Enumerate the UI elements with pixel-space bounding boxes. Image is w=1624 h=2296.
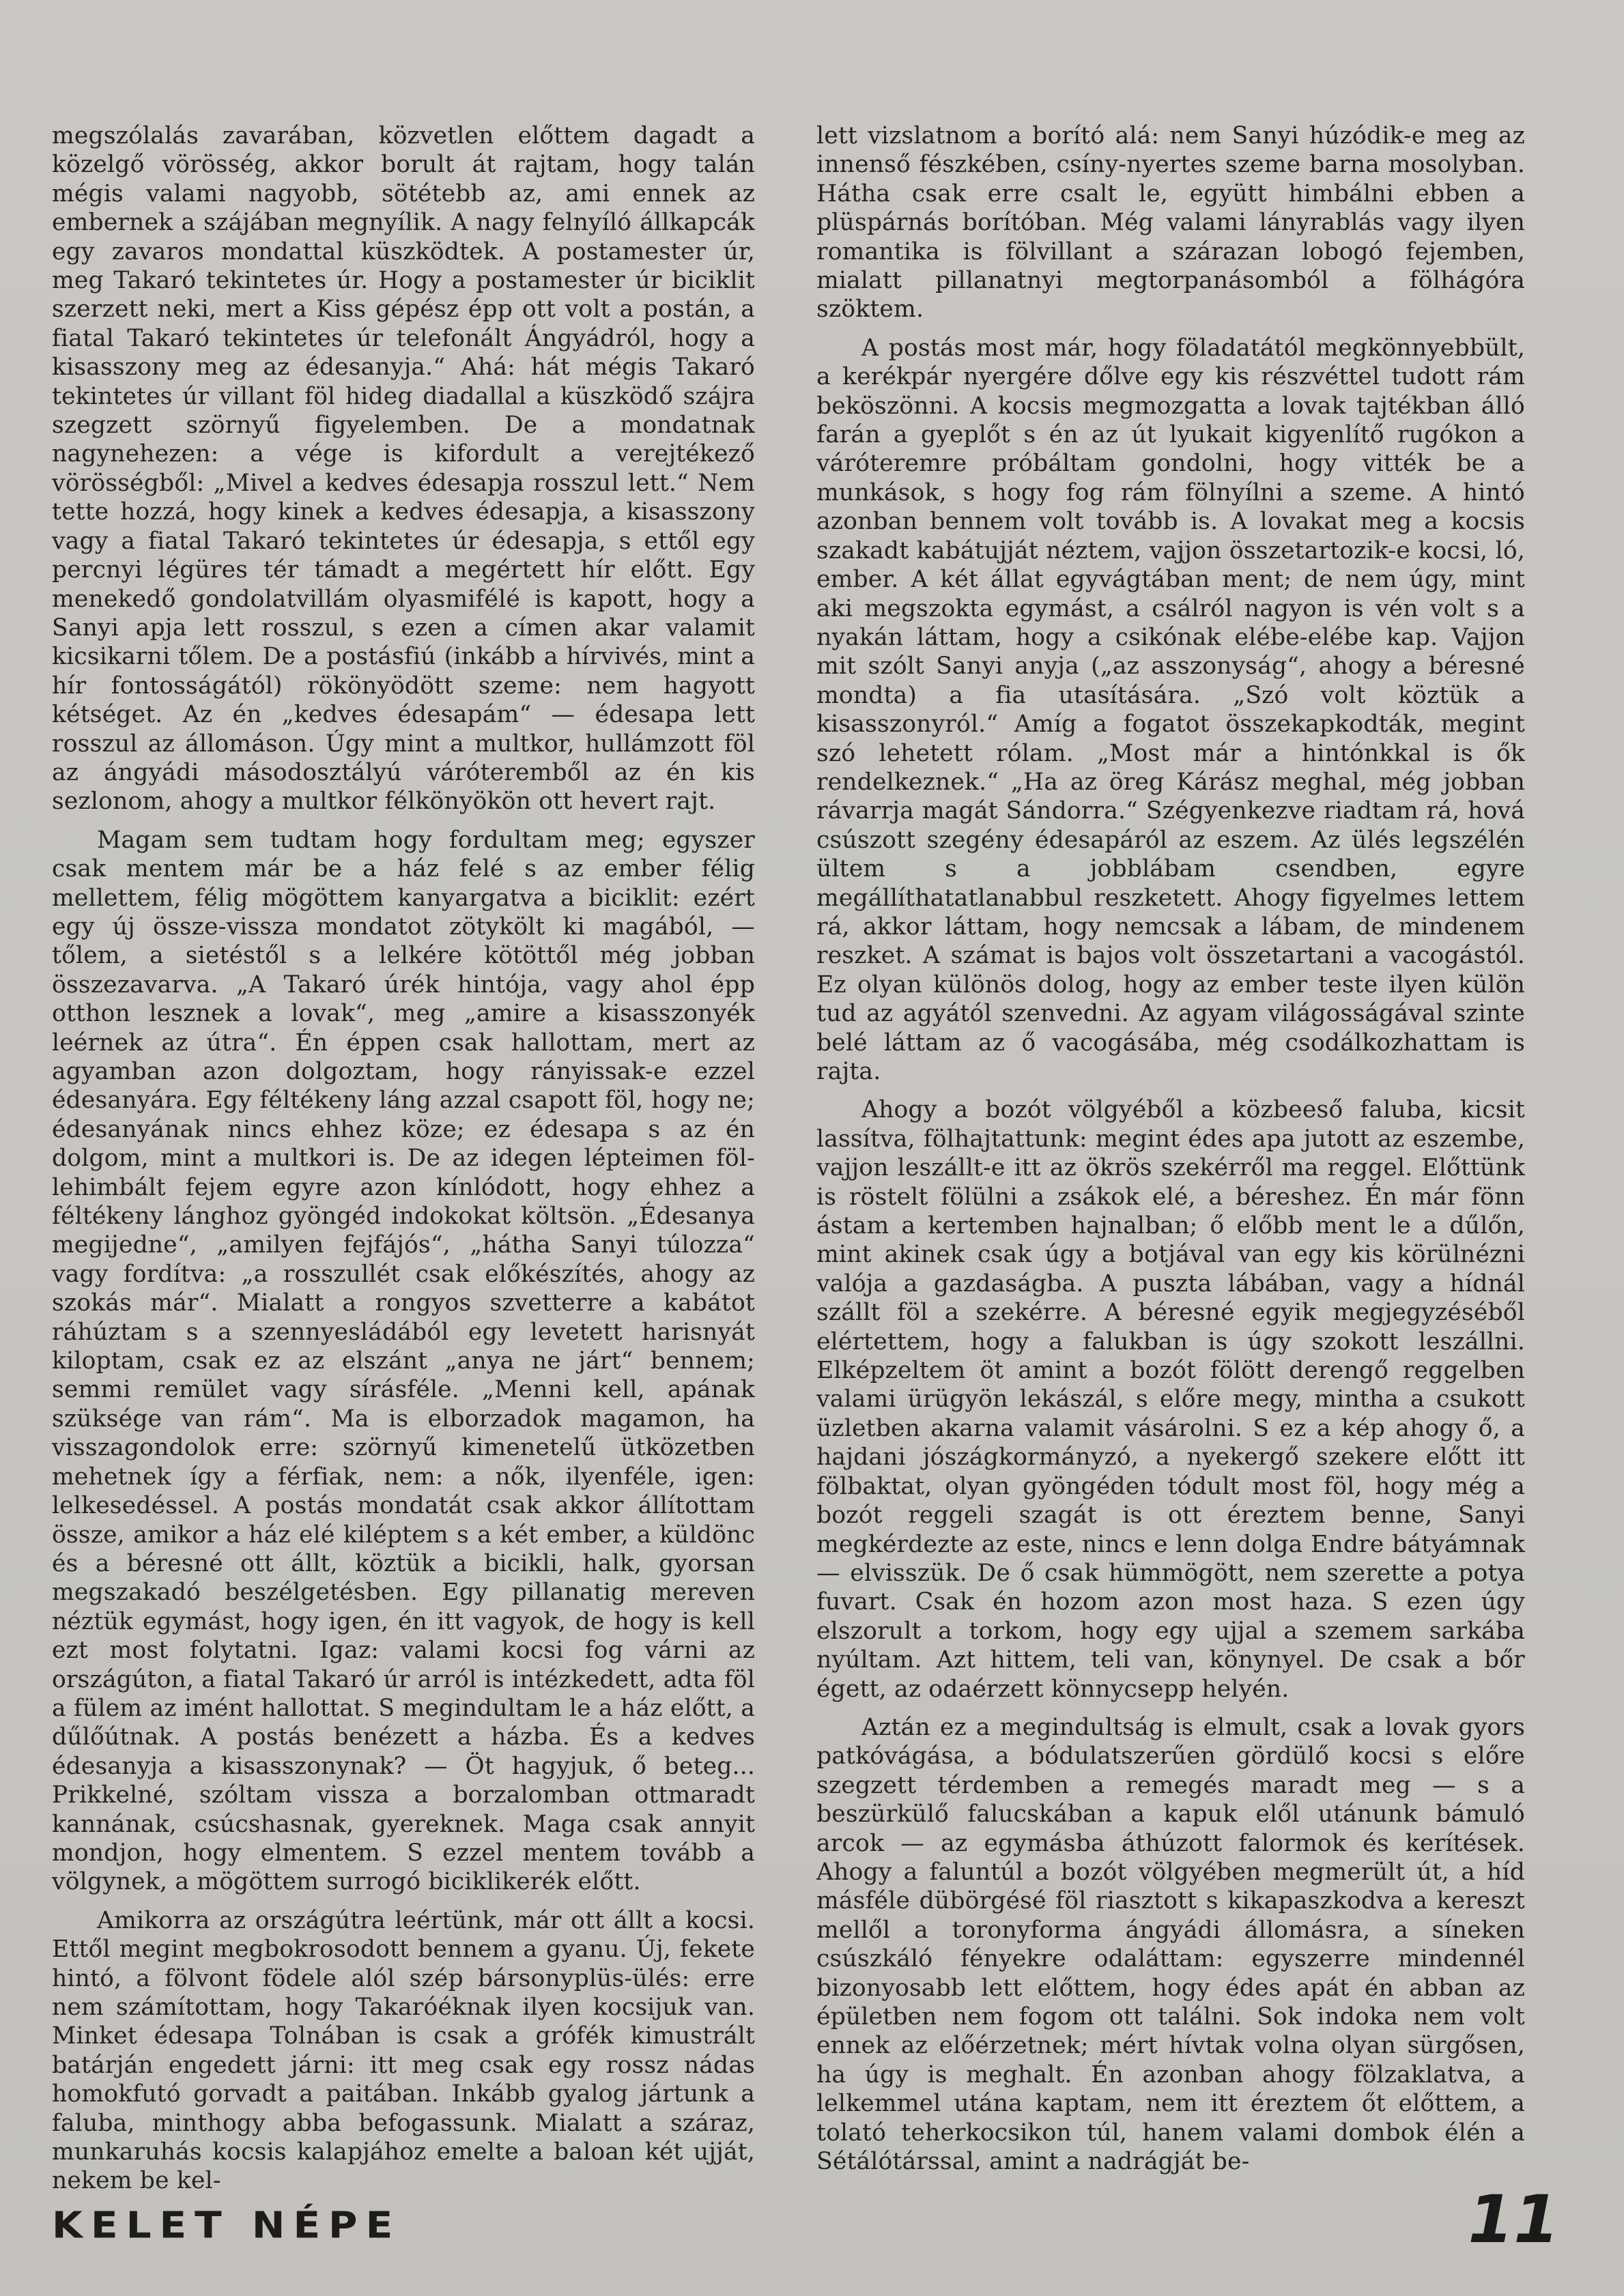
paragraph: Ahogy a bozót völgyéből a közbeeső faluba, kicsit lassítva, fölhajtattunk: megint édes apa jutott az eszembe, vajjon leszállt-e itt az ökrös szekérről ma reggel. Előttünk is röstelt fölülni a zsákok elé, a béreshez. Én már fönn ástam a kertemben hajnalban; ő előbb ment le a dűlőn, mint akinek csak úgy a botjával van egy kis körülnézni valója a gazdaságba. A puszta lábában, vagy a hídnál szállt föl a szekérre. A béresné egyik megjegyzéséből elértettem, hogy a falukban is úgy szokott leszállni. Elképzeltem öt amint a bozót fölött derengő reggelben valami ürügyön lekászál, s előre megy, mintha a csukott üzletben akarna valamit vásárolni. S ez a kép ahogy ő, a hajdani jószágkormányzó, a nyekergő szekere előtt itt fölbaktat, olyan gyöngéden tódult most föl, hogy még a bozót reggeli szagát is ott éreztem benne, Sanyi megkérdezte az este, nincs e lenn dolga Endre bátyámnak — elvisszük. De ő csak hümmögött, nem szerette a potya fuvart. Csak én hozom azon most haza. S ezen úgy elszorult a torkom, hogy egy ujjal a szemem sarkába nyúltam. Azt hittem, teli van, könynyel. De csak a bőr égett, az odaérzett könnycsepp helyén. [816,1096,1525,1703]
paragraph: lett vizslatnom a borító alá: nem Sanyi húzódik-e meg az innenső fészkében, csíny-nyertes szeme barna mosolyban. Hátha csak erre csalt le, együtt himbálni ebben a plüspárnás borítóban. Még valami lányrablás vagy ilyen romantika is fölvillant a szárazan lobogó fejemben, mialatt pillanatnyi megtorpanásomból a fölhágóra szöktem. [816,122,1525,324]
paragraph: Amikorra az országútra leértünk, már ott állt a kocsi. Ettől megint megbokrosodott bennem a gyanu. Új, fekete hintó, a fölvont födele alól szép bársonyplüs-ülés: erre nem számítottam, hogy Takaróéknak ilyen kocsijuk van. Minket édesapa Tolnában is csak a grófék kimustrált batárján engedett járni: itt meg csak egy rossz nádas homokfutó gorvadt a paitában. Inkább gyalog jártunk a faluba, minthogy abba befogassunk. Mialatt a száraz, munkaruhás kocsis kalapjához emelte a baloan két ujját, nekem be kel- [52,1906,755,2195]
paragraph: Magam sem tudtam hogy fordultam meg; egyszer csak mentem már be a ház felé s az ember félig mellettem, félig mögöttem kanyargatva a biciklit: ezért egy új össze-vissza mondatot zötykölt ki magából, — tőlem, a sietéstől s a lelkére kötöttől még jobban összezavarva. „A Takaró úrék hintója, vagy ahol épp otthon lesznek a lovak“, meg „amire a kisasszonyék leérnek az útra“. Én éppen csak hallottam, mert az agyamban azon dolgoztam, hogy rányissak-e ezzel édesanyára. Egy féltékeny láng azzal csapott föl, hogy ne; édesanyának nincs ehhez köze; ez édesapa s az én dolgom, mint a multkori is. De az idegen lépteimen föl-lehimbált fejem egyre azon kínlódott, hogy ehhez a féltékeny lánghoz gyöngéd indokokat költsön. „Édesanya megijedne“, „amilyen fejfájós“, „hátha Sanyi túlozza“ vagy fordítva: „a rosszullét csak előkészítés, ahogy az szokás már“. Mialatt a rongyos szvetterre a kabátot ráhúztam s a szennyesládából egy levetett harisnyát kiloptam, csak ez az elszánt „anya ne járt“ bennem; semmi remület vagy sírásféle. „Menni kell, apának szüksége van rám“. Ma is elborzadok magamon, ha visszagondolok erre: szörnyű kimenetelű ütközetben mehetnek így a férfiak, nem: a nők, ilyenféle, igen: lelkesedéssel. A postás mondatát csak akkor állítottam össze, amikor a ház elé kiléptem s a két ember, a küldönc és a béresné ott állt, köztük a bicikli, halk, gyorsan megszakadó beszélgetésben. Egy pillanatig mereven néztük egymást, hogy igen, én itt vagyok, de hogy is kell ezt most folytatni. Igaz: valami kocsi fog várni az országúton, a fiatal Takaró úr arról is intézkedett, adta föl a fülem az imént hallottat. S megindultam le a ház előtt, a dűlőútnak. A postás benézett a házba. És a kedves édesanyja a kisasszonynak? — Öt hagyjuk, ő beteg... Prikkelné, szóltam vissza a borzalomban ottmaradt kannának, csúcshasnak, gyereknek. Maga csak annyit mondjon, hogy elmentem. S ezzel mentem tovább a völgynek, a mögöttem surrogó biciklikerék előtt. [52,826,755,1896]
left-text-column [52,121,755,2196]
paragraph: megszólalás zavarában, közvetlen előttem dagadt a közelgő vörösség, akkor borult át rajtam, hogy talán mégis valami nagyobb, sötétebb az, ami ennek az embernek a szájában megnyílik. A nagy felnyíló állkapcák egy zavaros mondattal küszködtek. A postamester úr, meg Takaró tekintetes úr. Hogy a postamester úr biciklit szerzett neki, mert a Kiss gépész épp ott volt a postán, a fiatal Takaró tekintetes úr telefonált Ángyádról, hogy a kisasszony meg az édesanyja.“ Ahá: hát mégis Takaró tekintetes úr villant föl hideg diadallal a küszködő szájra szegzett szörnyű figyelemben. De a mondatnak nagynehezen: a vége is kifordult a verejtékező vörösségből: „Mivel a kedves édesapja rosszul lett.“ Nem tette hozzá, hogy kinek a kedves édesapja, a kisasszony vagy a fiatal Takaró tekintetes úr édesapja, s ettől egy percnyi légüres tér támadt a megértett hír előtt. Egy menekedő gondolatvillám olyasmifélé is kapott, hogy a Sanyi apja lett rosszul, s ezen a címen akar valamit kicsikarni tőlem. De a postásfiú (inkább a hírvivés, mint a hír fontosságától) rökönyödött szeme: nem hagyott kétséget. Az én „kedves édesapám“ — édesapa lett rosszul az állomáson. Úgy mint a multkor, hullámzott föl az ángyádi másodosztályú váróteremből az én kis sezlonom, ahogy a multkor félkönyökön ott hevert rajt. [52,122,755,816]
right-text-column [816,121,1525,2176]
page-number: 11 [1468,2181,1559,2258]
paragraph: Aztán ez a megindultság is elmult, csak a lovak gyors patkóvágása, a bódulatszerűen gördülő kocsi s előre szegzett térdemben a remegés maradt meg — s a beszürkülő falucskában a kapuk elől utánunk bámuló arcok — az egymásba áthúzott falormok és kerítések. Ahogy a faluntúl a bozót völgyében megmerült út, a híd másféle dübörgésé föl riasztott s kikapaszkodva a kereszt mellől a toronyforma ángyádi állomásra, a síneken csúszkáló fényekre odaláttam: egyszerre mindennél bizonyosabb lett előttem, hogy édes apát én abban az épületben nem fogom ott találni. Sok indoka nem volt ennek az előérzetnek; mért hívtak volna olyan sürgősen, ha úgy is meghalt. Én azonban ahogy fölzaklatva, a lelkemmel utána kaptam, nem itt éreztem őt előttem, a tolató teherkocsikon túl, hanem valami dombok élén a Sétálótárssal, amint a nadrágját be- [816,1713,1525,2176]
paragraph: A postás most már, hogy föladatától megkönnyebbült, a kerékpár nyergére dőlve egy kis részvéttel tudott rám beköszönni. A kocsis megmozgatta a lovak tajtékban álló farán a gyeplőt s én az út lyukait kigyenlítő rugókon a váróteremre próbáltam gondolni, hogy vitték be a munkások, s hogy fog rám fölnyílni a szeme. A hintó azonban bennem volt tovább is. A lovakat meg a kocsis szakadt kabátujját néztem, vajjon összetartozik-e kocsi, ló, ember. A két állat egyvágtában ment; de nem úgy, mint aki megszokta egymást, a csálról nagyon is vén volt s a nyakán láttam, hogy a csikónak elébe-elébe kap. Vajjon mit szólt Sanyi anyja („az asszonyság“, ahogy a béresné mondta) a fia utasítására. „Szó volt köztük a kisasszonyról.“ Amíg a fogatot összekapkodták, megint szó lehetett rólam. „Most már a hintónkkal is ők rendelkeznek.“ „Ha az öreg Kárász meghal, még jobban rávarrja magát Sándorra.“ Szégyenkezve riadtam rá, hová csúszott szegény édesapáról az eszem. Az ülés legszélén ültem s a jobblábam csendben, egyre megállíthatatlanabbul reszketett. Ahogy figyelmes lettem rá, akkor láttam, hogy nemcsak a lábam, de mindenem reszket. A számat is bajos volt összetartani a vacogástól. Ez olyan különös dolog, hogy az ember teste ilyen külön tud az agyától szenvedni. Az agyam világosságával szinte belé láttam az ő vacogásába, még csodálkozhattam is rajta. [816,334,1525,1085]
magazine-title: KELET NÉPE [52,2203,401,2247]
